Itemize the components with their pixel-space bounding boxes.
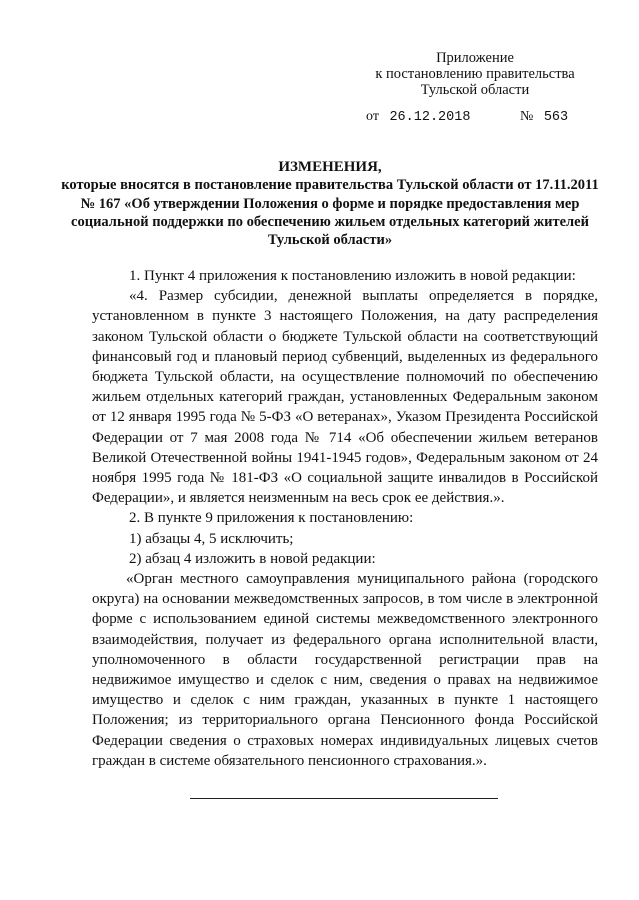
decree-date-number (366, 109, 568, 125)
decree-from-label: от (366, 109, 379, 124)
appendix-line-1: Приложение (436, 50, 514, 66)
paragraph-6: «Орган местного самоуправления муниципального района (городского округа) на основании межведомственных запросов, в том числе в электронной форме с использованием единой системы межведомственного электронного взаимодействия, получает из федерального органа исполнительной власти, уполномоченного в области государственной регистрации прав на недвижимое имущество и сделок с ним, сведения о правах на недвижимое имущество и сделок с ним граждан, указанных в пункте 1 настоящего Положения; из территориального органа Пенсионного фонда Российской Федерации сведения о страховых номерах индивидуальных лицевых счетов граждан в системе обязательного пенсионного страхования.». (92, 571, 598, 769)
decree-date: 26.12.2018 (389, 110, 471, 125)
paragraph-2: «4. Размер субсидии, денежной выплаты определяется в порядке, установленном в пункте 3 настоящего Положения, на дату распределения законом Тульской области о бюджете Тульской области на соответствующий финансовый год и плановый период субвенций, выделенных из федерального бюджета Тульской области, на осуществление полномочий по обеспечению жильем отдельных категорий граждан, установленных Федеральным законом от 12 января 1995 года № 5-ФЗ «О ветеранах», Указом Президента Российской Федерации от 7 мая 2008 года № 714 «Об обеспечении жильем ветеранов Великой Отечественной войны 1941-1945 годов», Федеральным законом от 24 ноября 1995 года № 181-ФЗ «О социальной защите инвалидов в Российской Федерации», и является неизменным на весь срок ее действия.». (92, 288, 598, 507)
paragraph-5: 2) абзац 4 изложить в новой редакции: (129, 550, 376, 567)
paragraph-1: 1. Пункт 4 приложения к постановлению изложить в новой редакции: (129, 268, 576, 284)
document-title (60, 158, 600, 249)
paragraph-4: 1) абзацы 4, 5 исключить; (129, 530, 294, 547)
title-subtitle: которые вносятся в постановление правительства Тульской области от 17.11.2011 № 167 «Об утверждении Положения о форме и порядке предоставления мер социальной поддержки по обеспечению жильем отдельных категорий жителей Тульской области» (61, 177, 599, 249)
decree-number-sign: № (519, 109, 534, 124)
appendix-line-2: к постановлению правительства (375, 66, 575, 82)
appendix-line-3: Тульской области (420, 82, 530, 98)
document-body (92, 266, 598, 771)
paragraph-3: 2. В пункте 9 приложения к постановлению: (129, 510, 414, 527)
closing-divider-line (190, 798, 498, 799)
title-heading: ИЗМЕНЕНИЯ, (278, 159, 382, 175)
appendix-header (360, 50, 590, 98)
decree-number: 563 (543, 110, 569, 125)
